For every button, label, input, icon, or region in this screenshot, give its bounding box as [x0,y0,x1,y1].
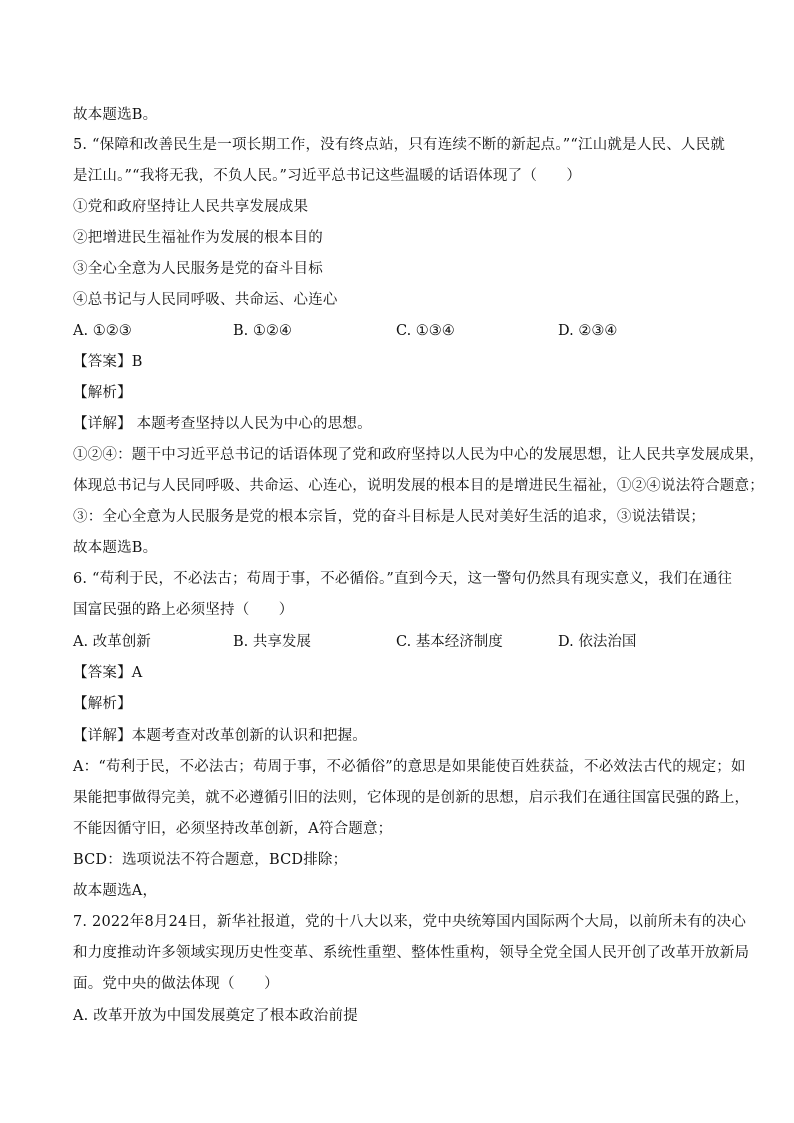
q5-answer: 【答案】B [73,354,143,370]
q6-explanation-3: 不能因循守旧，必须坚持改革创新，A符合题意； [73,821,393,837]
q6-option-c: C. 基本经济制度 [396,634,503,650]
q5-conclusion: 故本题选B。 [73,540,158,556]
q5-option-d: D. ②③④ [558,323,618,339]
q6-explanation-4: BCD：选项说法不符合题意，BCD排除； [73,852,348,868]
q5-analysis-label: 【解析】 [73,385,132,401]
q6-explanation-2: 果能把事做得完美，就不必遵循引旧的法则，它体现的是创新的思想，启示我们在通往国富民强的路上， [73,790,750,806]
q5-option-c: C. ①③④ [396,323,455,339]
q5-option-a: A. ①②③ [73,323,132,339]
q6-stem-line-1: 6. “苟利于民，不必法古；苟周于事，不必循俗。”直到今天，这一警句仍然具有现实意义，我们在通往 [73,571,733,587]
q5-statement-1: ①党和政府坚持让人民共享发展成果 [73,199,309,215]
q5-detail: 【详解】 本题考查坚持以人民为中心的思想。 [73,416,372,432]
q6-conclusion: 故本题选A， [73,883,158,899]
q7-stem-line-1: 7. 2022年8月24日，新华社报道，党的十八大以来，党中央统筹国内国际两个大局，以前所未有的决心 [73,914,747,930]
q6-option-a: A. 改革创新 [73,634,151,650]
q7-stem-line-2: 和力度推动许多领域实现历史性变革、系统性重塑、整体性重构，领导全党全国人民开创了改革开放新局 [73,945,750,961]
q5-explanation-3: ③：全心全意为人民服务是党的根本宗旨，党的奋斗目标是人民对美好生活的追求，③说法错误； [73,509,706,525]
q5-statement-2: ②把增进民生福祉作为发展的根本目的 [73,230,323,246]
q6-analysis-label: 【解析】 [73,696,132,712]
q5-stem-line-2: 是江山。”“我将无我，不负人民。”习近平总书记这些温暖的话语体现了（ ） [73,168,582,184]
q6-answer: 【答案】A [73,665,143,681]
q5-statement-3: ③全心全意为人民服务是党的奋斗目标 [73,261,323,277]
q5-explanation-2: 体现总书记与人民同呼吸、共命运、心连心，说明发展的根本目的是增进民生福祉，①②④说法符合题意； [73,478,764,494]
q5-explanation-1: ①②④：题干中习近平总书记的话语体现了党和政府坚持以人民为中心的发展思想，让人民共享发展成果， [73,447,764,463]
q5-stem-line-1: 5. “保障和改善民生是一项长期工作，没有终点站，只有连续不断的新起点。”“江山就是人民、人民就 [73,137,726,153]
q7-stem-line-3: 面。党中央的做法体现（ ） [73,976,279,992]
q6-explanation-1: A：“苟利于民，不必法古；苟周于事，不必循俗”的意思是如果能使百姓获益，不必效法古代的规定；如 [73,759,746,775]
q6-stem-line-2: 国富民强的路上必须坚持（ ） [73,602,294,618]
q4-conclusion: 故本题选B。 [73,107,158,123]
q5-statement-4: ④总书记与人民同呼吸、共命运、心连心 [73,292,338,308]
q6-detail: 【详解】本题考查对改革创新的认识和把握。 [73,728,367,744]
q6-option-d: D. 依法治国 [558,634,637,650]
q7-option-a: A. 改革开放为中国发展奠定了根本政治前提 [73,1008,358,1024]
q5-option-b: B. ①②④ [233,323,292,339]
q6-option-b: B. 共享发展 [233,634,311,650]
